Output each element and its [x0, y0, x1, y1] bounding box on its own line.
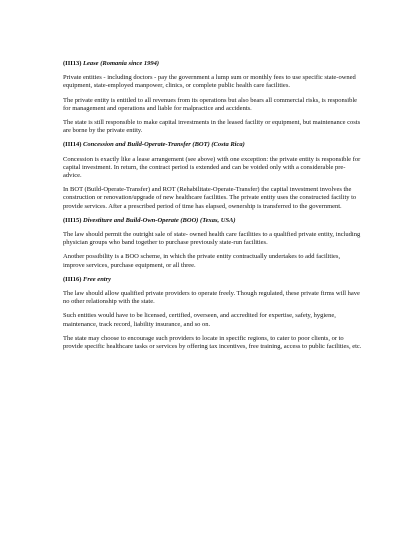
paragraph: Private entities - including doctors - pay the government a lump sum or monthly fees to use specific state-owned equipment, state-employed manpower, clinics, or complete public health care facilities. — [63, 74, 356, 90]
section-code: (III14) — [63, 141, 82, 149]
document-page — [63, 60, 363, 357]
section-code: (III16) — [63, 275, 82, 283]
section-title: Lease (Romania since 1994) — [83, 60, 160, 67]
section-heading — [63, 217, 363, 225]
section-free-entry — [63, 276, 363, 351]
paragraph: In BOT (Build-Operate-Transfer) and ROT (Rehabilitate-Operate-Transfer) the capital investment involves the construction or renovation/upgrade of new healthcare facilities. The private entity uses the constructed facility to provide services. After a prescribed period of time has elapsed, ownership is transferred to the government. — [63, 186, 357, 210]
section-code: (III15) — [63, 216, 82, 224]
section-concession-bot — [63, 141, 363, 210]
paragraph: The state may choose to encourage such providers to locate in specific regions, to cater to poor clients, or to provide specific healthcare tasks or services by offering tax incentives, free training, access to public facilities, etc. — [63, 334, 362, 351]
section-title: Divestiture and Build-Own-Operate (BOO) (Texas, USA) — [83, 216, 236, 224]
paragraph: The private entity is entitled to all revenues from its operations but also bears all commercial risks, is responsible for management and operations and liable for malpractice and accidents. — [63, 96, 358, 112]
section-title: Concession and Build-Operate-Transfer (BOT) (Costa Rica) — [83, 141, 245, 149]
paragraph: Another possibility is a BOO scheme, in which the private entity contractually undertakes to add facilities, improve services, purchase equipment, or all three. — [63, 253, 341, 269]
section-heading — [63, 276, 363, 284]
paragraph: Such entities would have to be licensed, certified, overseen, and accredited for expertise, safety, hygiene, maintenance, track record, liability insurance, and so on. — [63, 312, 336, 328]
section-heading — [63, 141, 363, 149]
section-divestiture-boo — [63, 217, 363, 270]
paragraph: The law should allow qualified private providers to operate freely. Though regulated, these private firms will have no other relationship with the state. — [63, 290, 360, 306]
paragraph: The state is still responsible to make capital investments in the leased facility or equipment, but maintenance costs are borne by the private entity. — [63, 119, 361, 135]
paragraph: Concession is exactly like a lease arrangement (see above) with one exception: the private entity is responsible for capital investment. In return, the contract period is extended and can be voided only with a considerable pre-advice. — [63, 155, 361, 180]
section-lease — [63, 60, 363, 135]
paragraph: The law should permit the outright sale of state- owned health care facilities to a qualified private entity, including physician groups who band together to purchase previously state-run facilities. — [63, 231, 361, 247]
section-title: Free entry — [83, 275, 112, 283]
section-code: (III13) — [63, 60, 82, 67]
section-heading — [63, 60, 363, 68]
